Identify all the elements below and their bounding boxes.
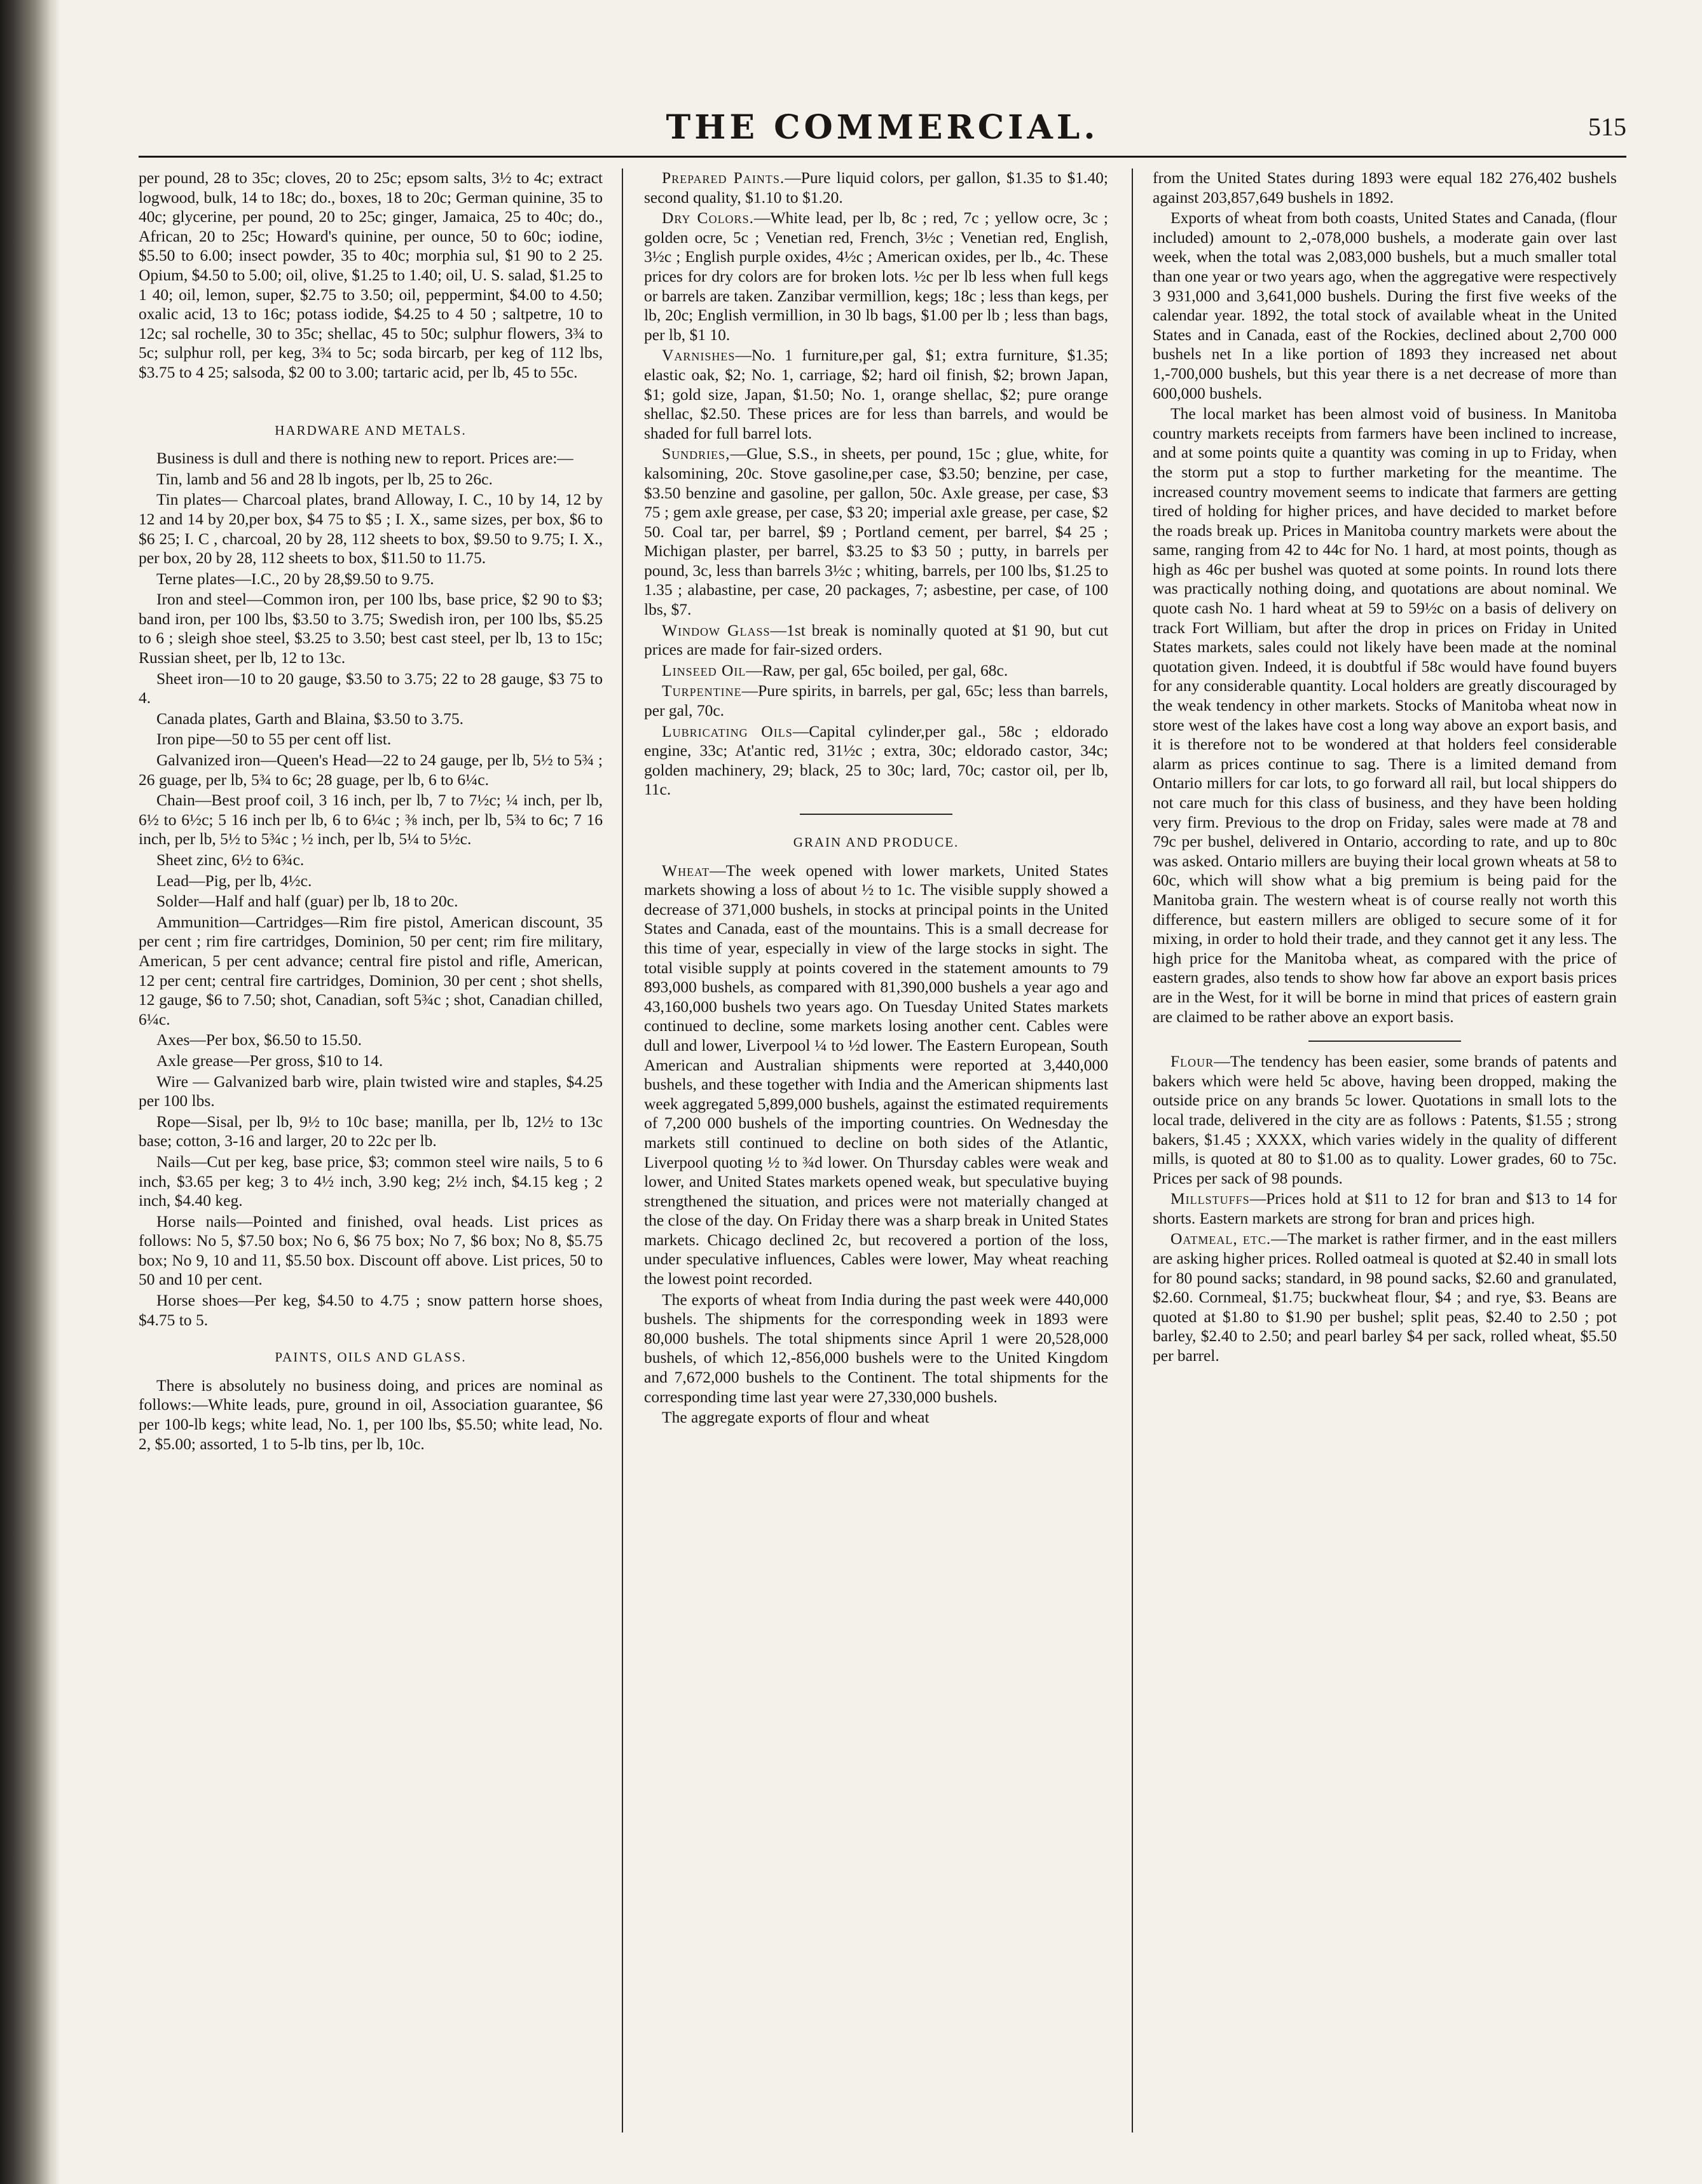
paragraph: Sheet iron—10 to 20 gauge, $3.50 to 3.75; 22 to 28 gauge, $3 75 to 4. [139, 669, 603, 707]
paragraph [644, 208, 1108, 345]
paragraph: Tin plates— Charcoal plates, brand Alloway, I. C., 10 by 14, 12 by 12 and 14 by 20,per box, $4 75 to $5 ; I. X., same sizes, per box, $6 to $6 25; I. C , charcoal, 20 by 28, 112 sheets to box, $9.50 to 9.75; I. X., per box, 20 by 28, 112 sheets to box, $11.50 to 11.75. [139, 490, 603, 568]
section-heading-paints: PAINTS, OILS AND GLASS. [275, 1349, 467, 1365]
item-lead: Wheat [662, 861, 710, 880]
item-text: —Capital cylinder,per gal., 58c ; eldorado engine, 33c; At'antic red, 31½c ; extra, 30c; eldorado castor, 34c; golden machinery, 29; black, 25 to 30c; lard, 70c; castor oil, per lb, 11c. [644, 721, 1108, 799]
columns [139, 168, 1626, 2133]
item-text: —The tendency has been easier, some brands of patents and bakers which were held 5c above, having been dropped, making the outside price on any brands 5c lower. Quotations in small lots to the local trade, delivered in the city are as follows : Patents, $1.55 ; strong bakers, $1.45 ; XXXX, which varies widely in the quality of different mills, is quoted at 80 to $1.00 as to quality. Lower grades, 60 to 75c. Prices per sack of 98 pounds. [1153, 1052, 1617, 1187]
paragraph: Wire — Galvanized barb wire, plain twisted wire and staples, $4.25 per 100 lbs. [139, 1072, 603, 1110]
paragraph: There is absolutely no business doing, and prices are nominal as follows:—White leads, pure, ground in oil, Association guarantee, $6 per 100-lb kegs; white lead, No. 1, per 100 lbs, $5.50; white lead, No. 2, $5.00; assorted, 1 to 5-lb tins, per lb, 10c. [139, 1375, 603, 1453]
paragraph: Exports of wheat from both coasts, United States and Canada, (flour included) amount to 2,-078,000 bushels, a moderate gain over last week, when the total was 2,083,000 bushels, but a much smaller total than one year or two years ago, when the aggregative were respectively 3 931,000 and 3,641,000 bushels. During the first five weeks of the calendar year. 1892, the total stock of available wheat in the United States and in Canada, east of the Rockies, declined about 2,700 000 bushels net In a like portion of 1893 they increased net about 1,-700,000 bushels, but this year there is a net decrease of more than 600,000 bushels. [1153, 208, 1617, 402]
item-text: —1st break is nominally quoted at $1 90, but cut prices are made for fair-sized orders. [644, 620, 1108, 659]
item-text: —Pure liquid colors, per gallon, $1.35 to $1.40; second quality, $1.10 to $1.20. [644, 168, 1108, 207]
paragraph [644, 168, 1108, 207]
paragraph: Axes—Per box, $6.50 to 15.50. [156, 1030, 362, 1049]
item-lead: Oatmeal, etc. [1170, 1229, 1272, 1248]
paragraph: Ammunition—Cartridges—Rim fire pistol, American discount, 35 per cent ; rim fire cartridges, Dominion, 50 per cent; rim fire military, American, 5 per cent advance; central fire pistol and rifle, American, 12 per cent; central fire cartridges, Dominion, 30 per cent ; shot shells, 12 gauge, $6 to 7.50; shot, Canadian, soft 5¾c ; shot, Canadian chilled, 6¼c. [139, 912, 603, 1028]
paragraph: Axle grease—Per gross, $10 to 14. [156, 1051, 383, 1070]
item-lead: Prepared Paints. [662, 168, 785, 187]
masthead [139, 108, 1626, 153]
paragraph: Nails—Cut per keg, base price, $3; common steel wire nails, 5 to 6 inch, $3.65 per keg; 3 to 4½ inch, 3.90 keg; 2½ inch, $4.15 keg ; 2 inch, $4.40 keg. [139, 1152, 603, 1210]
item-text: —No. 1 furniture,per gal, $1; extra furniture, $1.35; elastic oak, $2; No. 1, carriage, $2; hard oil finish, $2; brown Japan, $1; gold size, Japan, $1.50; No. 1, orange shellac, $2; pure orange shellac, $2.50. These prices are for less than barrels, and would be shaded for full barrel lots. [644, 346, 1108, 442]
item-lead: Linseed Oil [662, 660, 746, 679]
paragraph [644, 444, 1108, 619]
paragraph [644, 681, 1108, 720]
item-lead: Lubricating Oils [662, 721, 793, 741]
item-lead: Window Glass [662, 620, 771, 639]
paragraph [644, 621, 1108, 660]
column-2 [644, 168, 1108, 2133]
paragraph [644, 346, 1108, 443]
column-rule [622, 168, 623, 2133]
section-separator [800, 814, 952, 815]
item-lead: Varnishes [662, 346, 736, 365]
paragraph [1153, 1189, 1617, 1228]
publication-title: THE COMMERCIAL. [666, 108, 1099, 147]
page-number: 515 [1588, 113, 1626, 141]
item-text: —Pure spirits, in barrels, per gal, 65c; less than barrels, per gal, 70c. [644, 681, 1108, 720]
item-lead: Turpentine [662, 681, 742, 700]
paragraph: Business is dull and there is nothing new to report. Prices are:— [156, 449, 573, 468]
column-1 [139, 168, 603, 2133]
item-lead: Sundries, [662, 444, 731, 463]
paragraph: Rope—Sisal, per lb, 9½ to 10c base; manilla, per lb, 12½ to 13c base; cotton, 3-16 and larger, 20 to 22c per lb. [139, 1112, 603, 1150]
paragraph: Galvanized iron—Queen's Head—22 to 24 gauge, per lb, 5½ to 5¾ ; 26 guage, per lb, 5¾ to 6c; 28 guage, per lb, 6 to 6¼c. [139, 751, 603, 789]
binding-edge [0, 0, 60, 2184]
paragraph: Horse shoes—Per keg, $4.50 to 4.75 ; snow pattern horse shoes, $4.75 to 5. [139, 1291, 603, 1329]
paragraph [1153, 1229, 1617, 1365]
paragraph [1153, 1052, 1617, 1188]
paragraph: Iron pipe—50 to 55 per cent off list. [156, 730, 392, 749]
item-lead: Dry Colors. [662, 208, 754, 228]
paragraph [644, 861, 1108, 1289]
item-text: —Raw, per gal, 65c boiled, per gal, 68c. [746, 660, 1008, 679]
paragraph: The exports of wheat from India during the past week were 440,000 bushels. The shipments for the corresponding week in 1893 were 80,000 bushels. The total shipments since April 1 were 20,528,000 bushels, of which 12,-856,000 bushels were to the United Kingdom and 7,672,000 bushels to the Continent. The total shipments for the corresponding time last year were 27,330,000 bushels. [644, 1290, 1108, 1406]
section-heading-grain: GRAIN AND PRODUCE. [793, 835, 959, 850]
paragraph: from the United States during 1893 were equal 182 276,402 bushels against 203,857,649 bushels in 1892. [1153, 168, 1617, 207]
column-rule [1132, 168, 1133, 2133]
item-lead: Flour [1170, 1052, 1214, 1071]
paragraph: Canada plates, Garth and Blaina, $3.50 to 3.75. [156, 709, 463, 728]
paragraph: Tin, lamb and 56 and 28 lb ingots, per lb, 25 to 26c. [156, 469, 493, 488]
paragraph: The local market has been almost void of business. In Manitoba country markets receipts from farmers have been inclined to increase, and at some points quite a quantity was coming in up to Friday, when the storm put a stop to further marketing for the meantime. The increased country movement seems to indicate that farmers are getting tired of holding for higher prices, and have decided to market before the roads break up. Prices in Manitoba country markets were about the same, ranging from 42 to 44c for No. 1 hard, at most points, though as high as 46c per bushel was quoted at some points. In round lots there was practically nothing doing, and quotations are about nominal. We quote cash No. 1 hard wheat at 59 to 59½c on a basis of delivery on track Fort William, but after the drop in prices on Friday in United States markets, sales could not likely have been made at the nominal quotation given. Indeed, it is doubtful if 58c would have found buyers for any considerable quantity. Local holders are greatly discouraged by the weak tendency in other markets. Stocks of Manitoba wheat now in store west of the lakes have cost a long way above an export basis, and it is therefore not to be wondered at that holders feel considerable alarm as prices continue to sag. There is a limited demand from Ontario millers for car lots, to go forward all rail, but local shippers do not care much for this class of business, and they have been holding very firm. Previous to the drop on Friday, sales were made at 78 and 79c per bushel, delivered in Ontario, according to rate, and up to 80c was asked. Ontario millers are buying their local grown wheats at 58 to 60c, which will show what a big premium is being paid for the Manitoba grain. The western wheat is of course really not worth this difference, but eastern millers are obliged to secure some of it for mixing, in order to hold their trade, and they cannot get it any less. The high price for the Manitoba wheat, as compared with the price of eastern grades, also tends to show how far above an export basis prices are in the West, for it will be borne in mind that prices of eastern grain are claimed to be rather above an export basis. [1153, 404, 1617, 1026]
paragraph: Solder—Half and half (guar) per lb, 18 to 20c. [156, 892, 458, 911]
paragraph: Iron and steel—Common iron, per 100 lbs, base price, $2 90 to $3; band iron, per 100 lbs, $3.50 to 3.75; Swedish iron, per 100 lbs, $5.25 to 6 ; sleigh shoe steel, $3.25 to 3.50; best cast steel, per lb, 13 to 15c; Russian sheet, per lb, 12 to 13c. [139, 590, 603, 667]
newspaper-page [139, 95, 1626, 2142]
section-separator [1308, 1041, 1461, 1042]
paragraph [644, 661, 1108, 681]
header-rule [139, 156, 1626, 158]
paragraph: Horse nails—Pointed and finished, oval heads. List prices as follows: No 5, $7.50 box; No 6, $6 75 box; No 7, $6 box; No 8, $5.75 box; No 9, 10 and 11, $5.50 box. Discount off above. List prices, 50 to 50 and 10 per cent. [139, 1211, 603, 1289]
item-text: —White lead, per lb, 8c ; red, 7c ; yellow ocre, 3c ; golden ocre, 5c ; Venetian red, French, 3½c ; Venetian red, English, 3½c ; English purple oxides, 4½c ; American oxides, per lb., 4c. These prices for dry colors are for broken lots. ½c per lb less when full kegs or barrels are taken. Zanzibar vermillion, kegs; 18c ; less than kegs, per lb, 20c; English vermillion, in 30 lb bags, $1.00 per lb ; less than bags, per lb, $1 10. [644, 208, 1108, 344]
section-heading-hardware: HARDWARE AND METALS. [275, 422, 467, 438]
item-lead: Millstuffs [1170, 1189, 1250, 1208]
paragraph: Chain—Best proof coil, 3 16 inch, per lb, 7 to 7½c; ¼ inch, per lb, 6½ to 6½c; 5 16 inch per lb, 6 to 6¼c ; ⅜ inch, per lb, 5¾ to 6c; 7 16 inch, per lb, 5½ to 5¾c ; ½ inch, per lb, 5¼ to 5½c. [139, 791, 603, 849]
item-text: —Glue, S.S., in sheets, per pound, 15c ; glue, white, for kalsomining, 20c. Stove gasoline,per case, $3.50; benzine, per case, $3.50 benzine and gasoline, per gallon, 50c. Axle grease, per case, $3 75 ; gem axle grease, per case, $3 20; imperial axle grease, per case, $2 50. Coal tar, per barrel, $9 ; Portland cement, per barrel, $4 25 ; Michigan plaster, per barrel, $3.25 to $3 50 ; putty, in barrels per pound, 3c, less than barrels 3½c ; whiting, barrels, per 100 lbs, $1.25 to 1.35 ; alabastine, per case, 20 packages, 7; asbestine, per case, of 100 lbs, $7. [644, 444, 1108, 619]
paragraph: Sheet zinc, 6½ to 6¾c. [156, 850, 305, 869]
paragraph: Lead—Pig, per lb, 4½c. [156, 871, 312, 890]
drugs-prices-continued: per pound, 28 to 35c; cloves, 20 to 25c; epsom salts, 3½ to 4c; extract logwood, bulk, 14 to 18c; do., boxes, 18 to 20c; German quinine, 35 to 40c; glycerine, per pound, 20 to 25c; ginger, Jamaica, 25 to 40c; do., African, 20 to 25c; Howard's quinine, per ounce, 50 to 60c; iodine, $5.50 to 6.00; insect powder, 35 to 40c; morphia sul, $1 90 to 2 25. Opium, $4.50 to 5.00; oil, olive, $1.25 to 1.40; oil, U. S. salad, $1.25 to 1 40; oil, lemon, super, $2.75 to 3.50; oil, peppermint, $4.00 to 4.50; oxalic acid, 13 to 16c; potass iodide, $4.25 to 4 50 ; saltpetre, 10 to 12c; sal rochelle, 30 to 35c; shellac, 45 to 50c; sulphur flowers, 3¾ to 5c; sulphur roll, per keg, 3¾ to 5c; soda bircarb, per keg of 112 lbs, $3.75 to 4 25; salsoda, $2 00 to 3.00; tartaric acid, per lb, 45 to 55c. [139, 168, 603, 381]
paragraph: The aggregate exports of flour and wheat [662, 1408, 930, 1427]
paragraph [644, 722, 1108, 800]
item-text: —Prices hold at $11 to 12 for bran and $13 to 14 for shorts. Eastern markets are strong for bran and prices high. [1153, 1189, 1617, 1227]
paragraph: Terne plates—I.C., 20 by 28,$9.50 to 9.75. [156, 569, 434, 588]
column-3 [1153, 168, 1617, 2133]
item-text: —The week opened with lower markets, United States markets showing a loss of about ½ to 1c. The visible supply showed a decrease of 371,000 bushels, in stocks at principal points in the United States and Canada, east of the mountains. This is a small decrease for this time of year, especially in view of the large stocks in sight. The total visible supply at points covered in the statement amounts to 79 893,000 bushels, as compared with 81,390,000 bushels a year ago and 43,160,000 bushels two years ago. On Tuesday United States markets continued to decline, some markets losing another cent. Cables were dull and lower, Liverpool ¼ to ½d lower. The Eastern European, South American and Australian shipments were reported at 3,440,000 bushels, and these together with India and the American shipments last week aggregated 5,899,000 bushels, against the estimated requirements of 7,200 000 bushels of the importing countries. On Wednesday the markets still continued to decline on both sides of the Atlantic, Liverpool quoting ½ to ¾d lower. On Thursday cables were weak and lower, and United States markets opened weak, but speculative buying strengthened the situation, and prices were not materially changed at the close of the day. On Friday there was a sharp break in United States markets. Chicago declined 2c, but recovered a portion of the loss, under speculative influences, Cables were lower, May wheat reaching the lowest point recorded. [644, 861, 1108, 1288]
item-text: —The market is rather firmer, and in the east millers are asking higher prices. Rolled oatmeal is quoted at $2.40 in small lots for 80 pound sacks; standard, in 98 pound sacks, $2.60 and granulated, $2.60. Cornmeal, $1.75; buckwheat flour, $4 ; and rye, $3. Beans are quoted at $1.80 to $1.90 per bushel; split peas, $2.40 to 2.50 ; pot barley, $2.40 to 2.50; and pearl barley $4 per sack, rolled wheat, $5.50 per barrel. [1153, 1229, 1617, 1365]
